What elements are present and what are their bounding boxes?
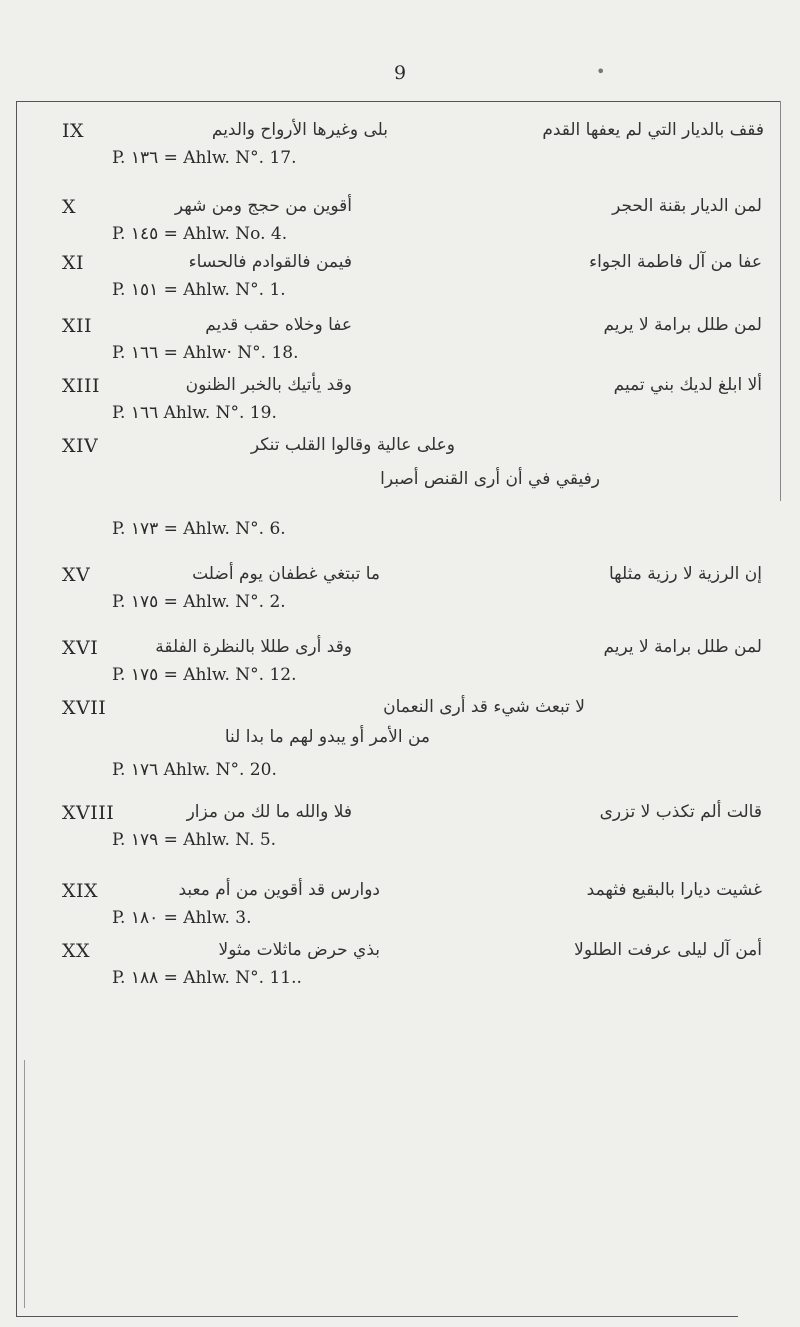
stray-mark: •	[596, 62, 606, 81]
verse-left: بلى وغيرها الأرواح والديم	[211, 120, 388, 140]
verse-right: فقف بالديار التي لم يعفها القدم	[542, 120, 764, 140]
verse-right: لمن طلل برامة لا يريم	[603, 315, 762, 335]
frame-left-rule	[16, 101, 17, 1316]
frame-bottom-rule	[16, 1316, 738, 1317]
reference: P. ١٤٥ = Ahlw. No. 4.	[112, 224, 288, 244]
entry-numeral: XV	[62, 564, 91, 586]
verse-left: فيمن فالقوادم فالحساء	[188, 252, 352, 272]
entry-numeral: XVIII	[62, 802, 115, 824]
page-number: 9	[393, 62, 407, 84]
entry-numeral: XIII	[62, 375, 101, 397]
verse-left: بذي حرض ماثلات مثولا	[218, 940, 380, 960]
entry-numeral: IX	[62, 120, 85, 142]
verse-right: وعلى عالية وقالوا القلب تنكر	[250, 435, 455, 455]
verse-right: أمن آل ليلى عرفت الطلولا	[574, 940, 762, 960]
verse-left: أقوين من حجج ومن شهر	[174, 196, 352, 216]
reference: P. ١٨٨ = Ahlw. N°. 11..	[112, 968, 302, 988]
verse-left: رفيقي في أن أرى القنص أصبرا	[380, 469, 600, 489]
verse-right: ألا ابلغ لديك بني تميم	[613, 375, 762, 395]
entry-numeral: XII	[62, 315, 93, 337]
reference: P. ١٧٥ = Ahlw. N°. 12.	[112, 665, 297, 685]
entry-numeral: XIX	[62, 880, 99, 902]
entry-numeral: XVI	[62, 637, 99, 659]
reference: P. ١٧٩ = Ahlw. N. 5.	[112, 830, 277, 850]
entry-numeral: XVII	[62, 697, 107, 719]
verse-left: وقد يأتيك بالخبر الظنون	[185, 375, 352, 395]
verse-right: إن الرزية لا رزية مثلها	[609, 564, 762, 584]
entry-numeral: X	[62, 196, 77, 218]
reference: P. ١٨٠ = Ahlw. 3.	[112, 908, 252, 928]
frame-inner-rule	[24, 1060, 25, 1308]
reference: P. ١٧٦ Ahlw. N°. 20.	[112, 760, 277, 780]
verse-right: لا تبعث شيء قد أرى النعمان	[383, 697, 585, 717]
reference: P. ١٦٦ Ahlw. N°. 19.	[112, 403, 277, 423]
reference: P. ١٧٥ = Ahlw. N°. 2.	[112, 592, 286, 612]
verse-left: دوارس قد أقوين من أم معبد	[178, 880, 380, 900]
verse-right: لمن الديار بقنة الحجر	[612, 196, 762, 216]
entry-numeral: XIV	[62, 435, 99, 457]
verse-left: فلا والله ما لك من مزار	[186, 802, 352, 822]
verse-left: ما تبتغي غطفان يوم أضلت	[192, 564, 380, 584]
verse-left: وقد أرى طللا بالنظرة الفلقة	[155, 637, 352, 657]
verse-left: من الأمر أو يبدو لهم ما بدا لنا	[224, 727, 430, 747]
reference: P. ١٦٦ = Ahlw· N°. 18.	[112, 343, 299, 363]
verse-left: عفا وخلاه حقب قديم	[205, 315, 352, 335]
verse-right: لمن طلل برامة لا يريم	[603, 637, 762, 657]
reference: P. ١٧٣ = Ahlw. N°. 6.	[112, 519, 286, 539]
verse-right: عفا من آل فاطمة الجواء	[589, 252, 762, 272]
reference: P. ١٣٦ = Ahlw. N°. 17.	[112, 148, 297, 168]
verse-right: قالت ألم تكذب لا تزرى	[599, 802, 762, 822]
entry-numeral: XI	[62, 252, 85, 274]
frame-right-rule	[780, 101, 781, 501]
frame-top-rule	[16, 101, 780, 102]
verse-right: غشيت ديارا بالبقيع فثهمد	[586, 880, 762, 900]
entry-numeral: XX	[62, 940, 91, 962]
reference: P. ١٥١ = Ahlw. N°. 1.	[112, 280, 286, 300]
